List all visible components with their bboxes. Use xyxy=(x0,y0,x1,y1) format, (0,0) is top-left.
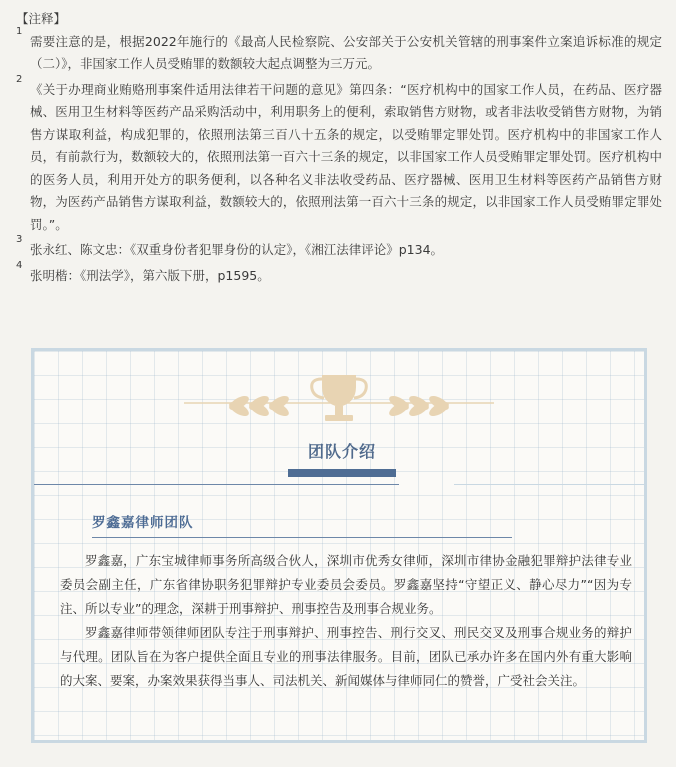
footnote-number: 4 xyxy=(16,259,23,271)
team-title: 团队介绍 xyxy=(307,442,376,461)
team-subtitle-wrap xyxy=(92,511,194,531)
footnote-text: 张明楷：《刑法学》，第六版下册，p1595。 xyxy=(30,267,270,283)
footnote-number: 3 xyxy=(16,234,23,245)
footnote-number: 1 xyxy=(16,25,23,37)
section-divider xyxy=(34,484,399,485)
trophy-decoration xyxy=(34,365,644,425)
subtitle-underline xyxy=(92,537,512,538)
team-card xyxy=(31,348,647,743)
footnote-text: 《关于办理商业贿赂刑事案件适用法律若干问题的意见》第四条：“医疗机构中的国家工作人员，在药品、医疗器械、医用卫生材料等医药产品采购活动中，利用职务上的便利，索取销售方财物，或者非法收受销售方财物，为销售方谋取利益，构成犯罪的，依照刑法第三百八十五条的规定，以受贿罪定罪处罚。医疗机构中的非国家工作人员，有前款行为，数额较大的，依照刑法第一百六十三条的规定，以非国家工作人员受贿罪定罪处罚。医疗机构中的医务人员，利用开处方的职务便利，以各种名义非法收受药品、医疗器械、医用卫生材料等医药产品销售方财物，为医药产品销售方谋取利益，数额较大的，依照刑法第一百六十三条的规定，以非国家工作人员受贿罪定罪处罚。”。 xyxy=(30,81,662,232)
section-divider-right xyxy=(454,484,644,485)
title-underline xyxy=(288,469,396,477)
footnote-text: 张永红、陈文忠：《双重身份者犯罪身份的认定》，《湘江法律评论》p134。 xyxy=(30,242,444,257)
trophy-icon xyxy=(312,375,367,421)
team-intro xyxy=(60,549,632,693)
laurel-right-icon xyxy=(387,393,451,419)
notes-section xyxy=(16,8,662,287)
footnote-4 xyxy=(16,259,662,288)
intro-paragraph: 罗鑫嘉，广东宝城律师事务所高级合伙人，深圳市优秀女律师，深圳市律协金融犯罪辩护法律专业委员会副主任，广东省律协职务犯罪辩护专业委员会委员。罗鑫嘉坚持“守望正义、静心尽力”“因为专注、所以专业”的理念，深耕于刑事辩护、刑事控告及刑事合规业务。 xyxy=(60,553,632,616)
footnote-3 xyxy=(16,234,662,262)
team-subtitle: 罗鑫嘉律师团队 xyxy=(92,515,194,531)
intro-paragraph: 罗鑫嘉律师带领律师团队专注于刑事辩护、刑事控告、刑行交叉、刑民交叉及刑事合规业务的辩护与代理。团队旨在为客户提供全面且专业的刑事法律服务。目前，团队已承办许多在国内外有重大影响的大案、要案，办案效果获得当事人、司法机关、新闻媒体与律师同仁的赞誉，广受社会关注。 xyxy=(60,625,632,688)
laurel-left-icon xyxy=(227,393,291,419)
footnote-2 xyxy=(16,73,662,237)
footnote-text: 需要注意的是，根据2022年施行的《最高人民检察院、公安部关于公安机关管辖的刑事案件立案追诉标准的规定（二）》，非国家工作人员受贿罪的数额较大起点调整为三万元。 xyxy=(30,33,662,71)
notes-header: 【注释】 xyxy=(16,11,67,26)
team-section-header xyxy=(288,437,396,477)
footnote-1 xyxy=(16,25,662,76)
footnote-number: 2 xyxy=(16,73,23,85)
